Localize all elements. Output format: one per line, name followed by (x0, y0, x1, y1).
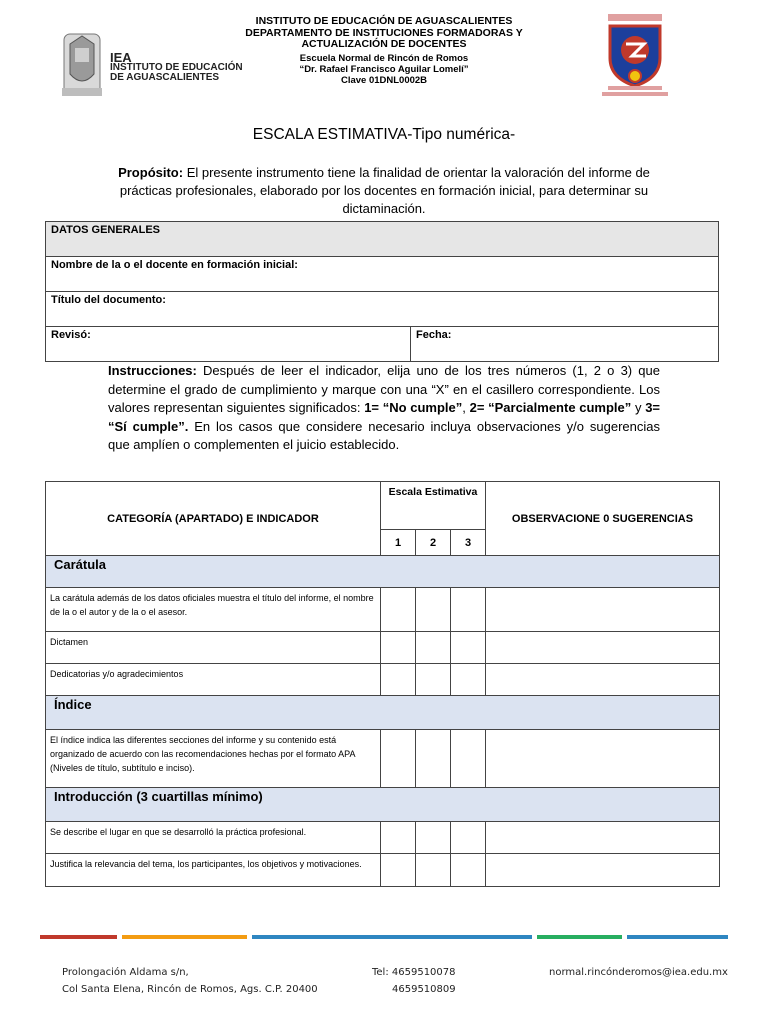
iea-abbr: IEA (110, 50, 132, 65)
header-line4: Escuela Normal de Rincón de Romos (299, 52, 469, 64)
observation-cell[interactable] (486, 664, 720, 696)
indicator-text: Dictamen (46, 632, 381, 664)
score-cell-3[interactable] (451, 822, 486, 854)
evaluation-table (45, 481, 720, 887)
instructions-text-2: En los casos que considere necesario incluya observaciones y/o sugerencias que amplíen o complementen el juicio establecido. (108, 418, 660, 452)
observation-cell[interactable] (486, 822, 720, 854)
separator-2: y (631, 400, 646, 415)
header-line2: DEPARTAMENTO DE INSTITUCIONES FORMADORAS Y (245, 26, 523, 39)
score-cell-3[interactable] (451, 854, 486, 887)
scale-column-header: Escala Estimativa (381, 482, 486, 530)
footer-color-bar (40, 935, 728, 939)
purpose-paragraph (108, 164, 660, 218)
table-row (46, 664, 720, 696)
table-row (46, 822, 720, 854)
value-1: 1= “No cumple” (364, 400, 463, 415)
score-cell-3[interactable] (451, 632, 486, 664)
header-line5: “Dr. Rafael Francisco Aguilar Lomelí” (299, 63, 469, 75)
score-cell-3[interactable] (451, 664, 486, 696)
iea-line1: INSTITUTO DE EDUCACIÓN (110, 62, 243, 73)
score-cell-2[interactable] (416, 588, 451, 632)
footer-address (62, 964, 318, 998)
indicator-text: Justifica la relevancia del tema, los participantes, los objetivos y motivaciones. (46, 854, 381, 887)
instructions-paragraph (108, 362, 660, 455)
general-data-header: DATOS GENERALES (46, 222, 719, 257)
indicator-text: La carátula además de los datos oficiales muestra el título del informe, el nombre de la o el autor y de la o el asesor. (46, 588, 381, 632)
score-cell-2[interactable] (416, 664, 451, 696)
footer-phones (372, 964, 456, 998)
document-title: ESCALA ESTIMATIVA-Tipo numérica- (252, 126, 516, 143)
separator-1: , (462, 400, 470, 415)
header-line1: INSTITUTO DE EDUCACIÓN DE AGUASCALIENTES (255, 15, 513, 27)
institution-header (230, 16, 538, 86)
table-row (46, 854, 720, 887)
score-cell-2[interactable] (416, 854, 451, 887)
iea-line2: DE AGUASCALIENTES (110, 72, 220, 83)
value-3: 3= “Sí cumple”. (108, 400, 661, 434)
observation-cell[interactable] (486, 632, 720, 664)
score-cell-1[interactable] (381, 730, 416, 788)
address-line2: Col Santa Elena, Rincón de Romos, Ags. C.P. 20400 (62, 984, 318, 995)
section-introduccion: Introducción (3 cuartillas mínimo) (46, 788, 720, 822)
document-title-field[interactable]: Título del documento: (46, 292, 719, 327)
indicator-text: El índice indica las diferentes secciones del informe y su contenido está organizado de acuerdo con las recomendaciones hechas por el formato APA (Niveles de título, subtítulo e inciso). (46, 730, 381, 788)
purpose-text: El presente instrumento tiene la finalidad de orientar la valoración del informe de prácticas profesionales, elaborado por los docentes en formación inicial, para determinar su dictaminación. (119, 165, 650, 216)
indicator-text: Se describe el lugar en que se desarrolló la práctica profesional. (46, 822, 381, 854)
header-line3: ACTUALIZACIÓN DE DOCENTES (301, 38, 467, 50)
table-row (46, 588, 720, 632)
observation-cell[interactable] (486, 854, 720, 887)
observation-cell[interactable] (486, 588, 720, 632)
score-cell-1[interactable] (381, 822, 416, 854)
header-line6: Clave 01DNL0002B (340, 74, 428, 86)
score-cell-3[interactable] (451, 730, 486, 788)
scale-3-header: 3 (451, 530, 486, 556)
table-row (46, 632, 720, 664)
instructions-label: Instrucciones: (108, 363, 197, 378)
scale-1-header: 1 (381, 530, 416, 556)
general-data-table (45, 221, 719, 362)
score-cell-1[interactable] (381, 664, 416, 696)
score-cell-1[interactable] (381, 632, 416, 664)
indicator-text: Dedicatorias y/o agradecimientos (46, 664, 381, 696)
reviewer-field[interactable]: Revisó: (46, 327, 411, 362)
footer-email[interactable]: normal.rincónderomos@iea.edu.mx (549, 967, 728, 978)
school-crest (592, 12, 678, 98)
observations-column-header: OBSERVACIONE 0 SUGERENCIAS (486, 482, 720, 556)
section-caratula: Carátula (46, 556, 720, 588)
date-field[interactable]: Fecha: (411, 327, 719, 362)
category-column-header: CATEGORÍA (APARTADO) E INDICADOR (46, 482, 381, 556)
score-cell-2[interactable] (416, 632, 451, 664)
scale-2-header: 2 (416, 530, 451, 556)
score-cell-3[interactable] (451, 588, 486, 632)
table-row (46, 730, 720, 788)
score-cell-2[interactable] (416, 730, 451, 788)
student-name-field[interactable]: Nombre de la o el docente en formación inicial: (46, 257, 719, 292)
value-2: 2= “Parcialmente cumple” (469, 400, 632, 415)
observation-cell[interactable] (486, 730, 720, 788)
phone-1: Tel: 4659510078 (372, 967, 456, 978)
section-indice: Índice (46, 696, 720, 730)
instructions-text: Después de leer el indicador, elija uno de los tres números (1, 2 o 3) que determine el grado de cumplimiento y marque con una “X” en el casillero correspondiente. Los valores representan siguientes significados: (108, 363, 660, 415)
score-cell-2[interactable] (416, 822, 451, 854)
score-cell-1[interactable] (381, 854, 416, 887)
phone-2: 4659510809 (392, 984, 456, 995)
score-cell-1[interactable] (381, 588, 416, 632)
purpose-label: Propósito: (118, 165, 184, 180)
iea-logo-text (110, 50, 243, 83)
address-line1: Prolongación Aldama s/n, (62, 967, 189, 978)
